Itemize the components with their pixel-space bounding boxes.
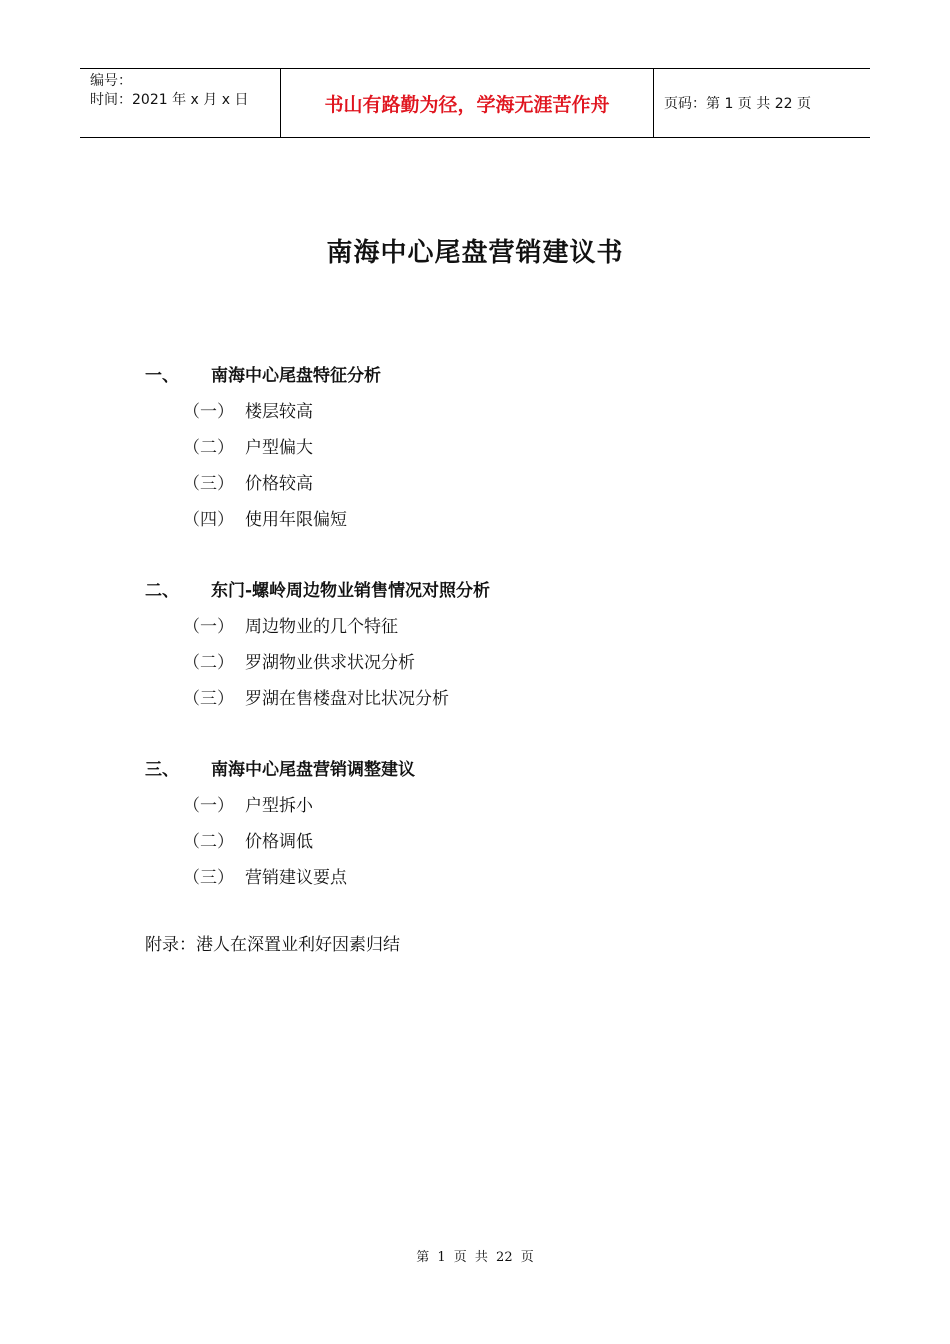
list-item: [145, 427, 845, 463]
item-number: （二）: [183, 437, 234, 458]
item-number: （二）: [183, 652, 234, 673]
item-text: 户型偏大: [245, 437, 313, 458]
item-number: （三）: [183, 867, 234, 888]
section-title: 南海中心尾盘特征分析: [211, 365, 381, 386]
list-item: [145, 821, 845, 857]
item-text: 楼层较高: [245, 401, 313, 422]
list-item: [145, 499, 845, 535]
section-heading: [145, 355, 845, 391]
section-number: 一、: [145, 365, 179, 386]
number-label: 编号：: [90, 73, 132, 89]
section-number: 二、: [145, 580, 179, 601]
item-text: 价格调低: [245, 831, 313, 852]
header-meta: [80, 69, 281, 137]
item-number: （三）: [183, 473, 234, 494]
page-footer: 第 1 页 共 22 页: [416, 1250, 534, 1265]
item-number: （一）: [183, 616, 234, 637]
header-page-info: 页码：第 1 页 共 22 页: [664, 96, 811, 112]
item-number: （一）: [183, 401, 234, 422]
item-number: （二）: [183, 831, 234, 852]
item-text: 罗湖物业供求状况分析: [245, 652, 415, 673]
section-2: [145, 570, 845, 714]
list-item: [145, 463, 845, 499]
list-item: [145, 857, 845, 893]
list-item: [145, 391, 845, 427]
item-number: （一）: [183, 795, 234, 816]
section-number: 三、: [145, 759, 179, 780]
item-text: 罗湖在售楼盘对比状况分析: [245, 688, 449, 709]
document-title: 南海中心尾盘营销建议书: [326, 238, 624, 268]
page-header: [80, 68, 870, 138]
item-text: 使用年限偏短: [245, 509, 347, 530]
list-item: [145, 606, 845, 642]
section-title: 南海中心尾盘营销调整建议: [211, 759, 415, 780]
section-title: 东门-螺岭周边物业销售情况对照分析: [211, 580, 491, 601]
item-number: （四）: [183, 509, 234, 530]
item-text: 户型拆小: [245, 795, 313, 816]
item-text: 周边物业的几个特征: [245, 616, 398, 637]
date-label: 时间：2021 年 x 月 x 日: [90, 92, 249, 108]
list-item: [145, 678, 845, 714]
list-item: [145, 785, 845, 821]
item-text: 营销建议要点: [245, 867, 347, 888]
appendix-line: 附录：港人在深置业利好因素归结: [145, 935, 400, 955]
section-1: [145, 355, 845, 535]
header-motto: 书山有路勤为径，学海无涯苦作舟: [281, 69, 654, 137]
section-heading: [145, 749, 845, 785]
section-heading: [145, 570, 845, 606]
item-number: （三）: [183, 688, 234, 709]
list-item: [145, 642, 845, 678]
section-3: [145, 749, 845, 893]
item-text: 价格较高: [245, 473, 313, 494]
